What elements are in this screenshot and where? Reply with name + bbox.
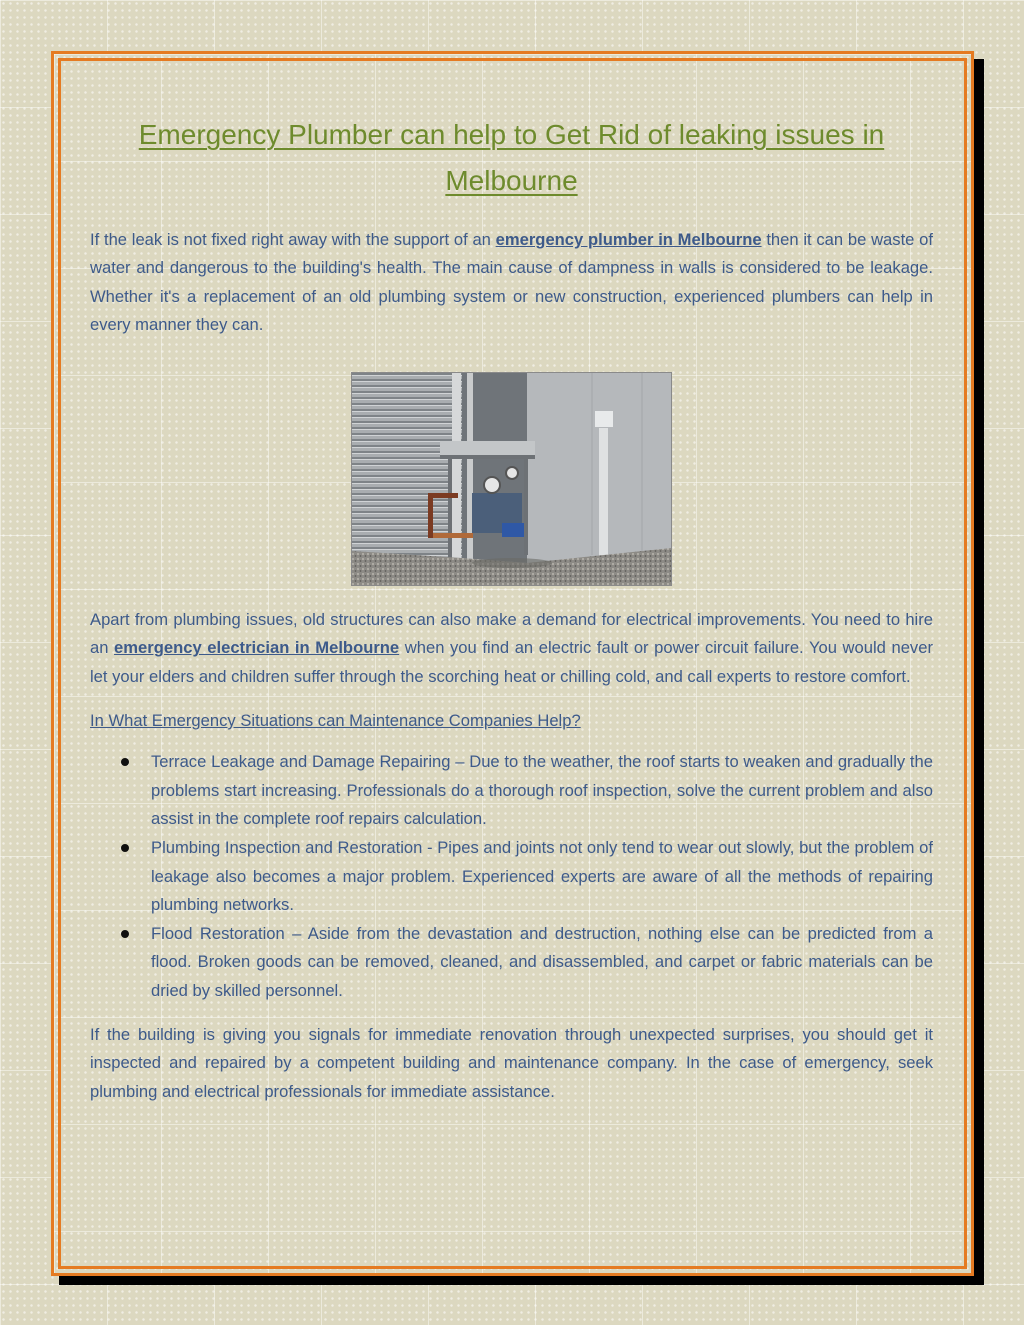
bullet-icon	[121, 930, 129, 938]
list-item	[90, 920, 933, 1005]
intro-text-end: then it can be waste of water and dangerous to the building's health. The main cause of dampness in walls is considered to be leakage. Whether it's a replacement of an old plumbing system or new construction, experienced plumbers can help in every manner they can.	[90, 230, 933, 334]
situations-list	[90, 748, 933, 1005]
list-item-text: Terrace Leakage and Damage Repairing – Due to the weather, the roof starts to weaken and gradually the problems start increasing. Professionals do a thorough roof inspection, solve the current problem and also assist in the complete roof repairs calculation.	[151, 752, 933, 828]
article-content	[90, 112, 933, 1106]
emergency-plumber-link[interactable]: emergency plumber in Melbourne	[495, 230, 762, 249]
list-item-text: Plumbing Inspection and Restoration - Pipes and joints not only tend to wear out slowly, but the problem of leakage also becomes a major problem. Experienced experts are aware of all the methods of repairing plumbing networks.	[151, 838, 933, 914]
electrical-text-start: Apart from plumbing issues, old structures can also make a demand for electrical improvements. You need to hire an	[90, 610, 933, 658]
list-item-text: Flood Restoration – Aside from the devastation and destruction, nothing else can be predicted from a flood. Broken goods can be removed, cleaned, and disassembled, and carpet or fabric materials can be dried by skilled personnel.	[151, 924, 933, 1000]
intro-paragraph	[90, 226, 933, 339]
electrical-text-end: when you find an electric fault or power circuit failure. You would never let your elders and children suffer through the scorching heat or chilling cold, and call experts to restore comfort.	[90, 638, 933, 686]
list-item	[90, 834, 933, 919]
intro-text-start: If the leak is not fixed right away with the support of an	[90, 230, 496, 249]
electrical-paragraph	[90, 606, 933, 691]
list-item	[90, 748, 933, 833]
emergency-electrician-link[interactable]: emergency electrician in Melbourne	[114, 638, 400, 658]
bullet-icon	[121, 758, 129, 766]
plumbing-equipment-image	[351, 372, 672, 586]
article-title: Emergency Plumber can help to Get Rid of leaking issues in Melbourne	[138, 119, 885, 196]
bullet-icon	[121, 844, 129, 852]
conclusion-paragraph: If the building is giving you signals for immediate renovation through unexpected surprises, you should get it inspected and repaired by a competent building and maintenance company. In the case of emergency, seek plumbing and electrical professionals for immediate assistance.	[90, 1025, 933, 1101]
section-subheading: In What Emergency Situations can Maintenance Companies Help?	[90, 711, 581, 731]
